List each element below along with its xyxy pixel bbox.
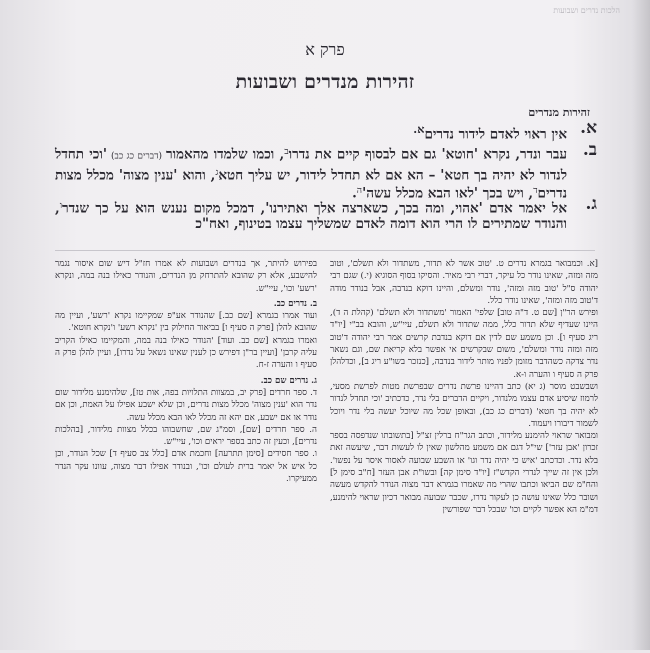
footnote: ועוד אמרו בגמרא [שם כב.] שהנודר אע"פ שמקיימו נקרא 'רשע', ועיין מה שהובא להלן [פרק ה סעיף ו] בביאור החילוק בין 'נקרא רשע' ו'נקרא חוטא'. <box>55 311 317 334</box>
footnotes-right-column <box>330 258 598 653</box>
paragraph-b <box>55 140 597 202</box>
footnote-ref: ו <box>59 200 63 211</box>
paragraph-text: עבר ונדר, נקרא 'חוטא' גם אם לבסוף קיים את נדרו$^ב$, וכמו שלמדו מהאמור (דברים כג כב) 'וכי תחדל לנדור לא יהיה בך חטא' – הא אם לא תחדל לידור, יש עליך חטא$^ג$, והוא 'ענין מצוה' מכלל מצות נדרים$^ד$, ויש בכך 'לאו הבא מכלל $עשה'^ה$. <box>55 146 568 202</box>
section-heading: זהירות מנדרים <box>528 106 590 119</box>
paragraph-a <box>55 118 597 143</box>
footnote-ref: ד <box>533 185 538 197</box>
footnote: [א. וכמבואר בגמרא נדרים ט. 'טוב אשר לא תדור, משתדור ולא תשלם', וטוב מזה ומזה, שאינו נודר כל עיקר, דברי רבי מאיר. והסיקו בסוף הסוגיא (י.) שגם רבי יהודה ס"ל 'טוב מזה ומזה', נודר ומשלם, והיינו דוקא בנדבה, אבל בנודר מודה ד'טוב מזה ומזה', שאינו נודר כלל. <box>330 259 598 306</box>
footnote: ופירש הר"ן [שם ט. ד"ה טוב] שלפי' האמור 'משתדור ולא תשלם' (קהלת ה ד), היינו שעדיף שלא תדור כלל, ממה שתדור ולא תשלם, עיי"ש, והובא בב"י [יו"ד ריג סעיף ו]. וכן משמע שם לדין אם דוקא בנדבת קרשים אמר רבי יהודה ד'טוב מזה ומזה נודר ומשלם', משום שבקרשים אי אפשר בלא קריאת שם, וגם נשאר נדר צדקה כשהדבר מזומן לפניו מותר לידור בנדבה, [כנזכר בשו"ע ריג ב], וכדלהלן פרק ה סעיף ו והערה ו-א. <box>330 308 598 380</box>
chapter-heading: פרק א <box>305 40 345 59</box>
page-edge-shadow <box>632 0 650 650</box>
paragraph-letter: ב. <box>582 140 597 160</box>
running-head: הלכות נדרים ושבועות <box>553 6 620 15</box>
footnote-heading: ב. נדרים כב. <box>273 298 317 309</box>
footnote: ה. ספר חרדים [שם], וסמ"ג שם, שחשבוהו בכלל מצוות מלידור, [בהלכות נדרים], וכעין זה כתב בספר יראים וכו', עיי"ש. <box>55 424 317 448</box>
footnote-ref: א. <box>413 122 425 136</box>
footnote: ו. ספר חסידים [סימן תתרעה] וחכמת אדם [כלל צב סעיף ד] שכל הנודר, וכן כל איש אל יאמר ברית לעולם וכו', ובנודר אפילו דבר מצוה, עוונו עקר הנדר ממעיקרו. <box>55 449 317 485</box>
footnote-ref: ה <box>356 185 363 197</box>
footnote-ref: ג <box>215 166 219 178</box>
paragraph-text: אין ראוי לאדם לידור נדרים$^{א.}$ <box>413 122 567 143</box>
footnote: ומבואר שראוי להימנע מלידור, וכתב הגר"ח ברלין זצ"ל [בתשובתו שנדפסה בספר זכרון 'אבן עזר'] שי"ל דגם אם משמע מהלשון שאין לו לעשות דבר, שיעשה זאת בלא נדר. וכדכתב 'איש כי יהיה נדר וגו' או השבע שבועה לאסור איסר על נפשו'. ולכן אין זה שייך לנדרי הקדש"ז [יו"ד סימן קה] ובשו"ת אבן העזר [ח"ב סימן ל] והח"מ שם הביאו וכתבו שהרי מה שאמרו בגמרא דבר מצוה הנודר להקדש מעשה ושובר כלל שאינו עושה כן לעקור נדרו, שכבר שבועה מבואר דכיון שראוי להימנע, דמ"מ הא אפשר לקיים וכו' שבכל דבר שפורשין <box>330 431 598 515</box>
footnote-heading: ג. נדרים שם כב. <box>260 375 317 386</box>
paragraph-text: אל יאמר אדם 'אהוי, ומה בכך, כשארצה אלך ואתירנו', דמכל מקום נענש הוא על כך שנדר$^ו$, והנודר שמתירים לו הרי הוא דומה לאדם שמשליך עצמו בטינוף, ואח"כ <box>55 200 567 232</box>
footnote: בפירוש להיתר, אך בנדרים ושבועות לא אמרו חז"ל דיש שום איסור נגמר להישבע, אלא רק שהובא להתרחק מן הנדרים, והנודר כאילו בנה במה, ונקרא 'רשע' וכו', עיי"ש. <box>55 259 317 294</box>
footnote: ושבשבט מוסר (ג יא) כתב דהיינו פרשת נדרים שבפרשת מטות לפרשת מסעי, לרמוז שיסיע אדם עצמו מלנדור, ויקיים הדברים בלי נדר, כדכתיב 'וכי תחדל לנדור לא יהיה בך חטא' (דברים כג כב), ובאופן שכל מה שיוכל יעשה בלי נדר ויוכל לשמור דיבורו ויעמוד. <box>330 381 598 429</box>
footnotes-left-column <box>55 258 317 653</box>
paragraph-c <box>55 194 597 232</box>
paragraph-letter: א. <box>580 118 597 138</box>
footnote: ד. ספר חרדים [פרק יב, במצוות התלויות בפה, אות טז], שלהימנע מלידור שום נדר הוא 'ענין מצוה' מכלל מצות נדרים, וכן שלא ישבע אפילו על האמת, וכן אם נודר או אם ישבע, אם יהא זה מכלל לאו הבא מכלל עשה. <box>55 387 317 423</box>
footnote-ref: ב <box>284 146 289 157</box>
divider <box>55 250 595 251</box>
page-title: זהירות מנדרים ושבועות <box>235 71 415 93</box>
footnote: ואמרו בגמרא [שם כב. ועוד] 'הנודר כאילו בנה במה, והמקיימו כאילו הקריב עליה קרבן' [ועיין בר"ן דפירש כן לענין שאינו נשאל על נדרו], ועיין להלן פרק ה סעיף ו והערה ז-ח. <box>55 335 317 371</box>
paragraph-letter: ג. <box>585 194 597 214</box>
